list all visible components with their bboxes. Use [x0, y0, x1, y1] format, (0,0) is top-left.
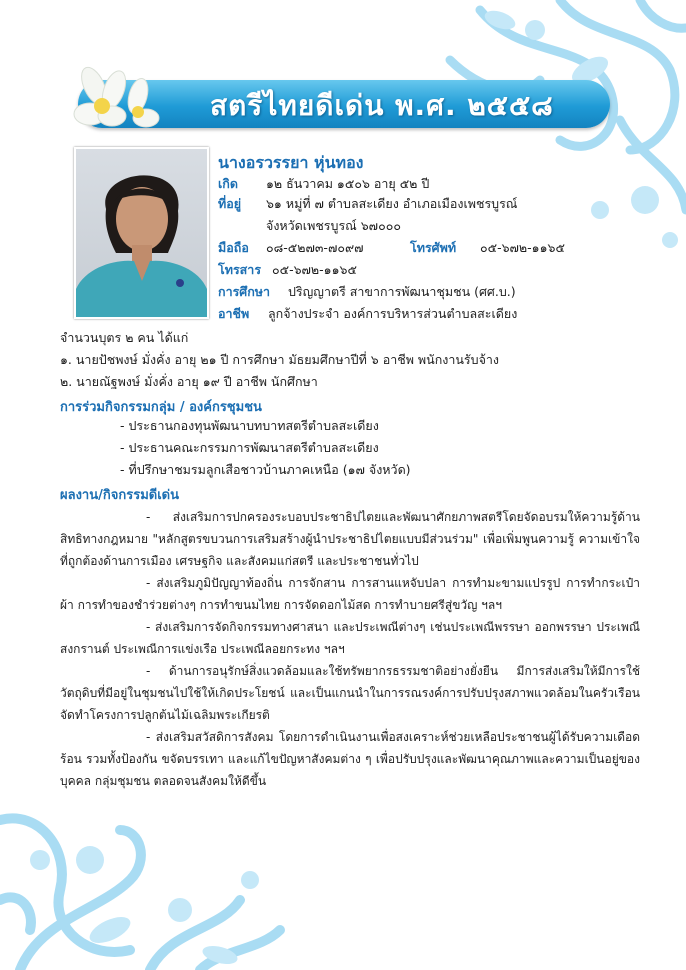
- address-line-2: จังหวัดเพชรบูรณ์ ๖๗๐๐๐: [266, 218, 401, 233]
- group-item: - ประธานกองทุนพัฒนาบทบาทสตรีตำบลสะเดียง: [120, 418, 379, 433]
- mobile-label: มือถือ: [218, 240, 249, 255]
- phone-label: โทรศัพท์: [410, 240, 457, 255]
- occupation-value: ลูกจ้างประจำ องค์การบริหารส่วนตำบลสะเดียง: [268, 306, 518, 321]
- page-title: สตรีไทยดีเด่น พ.ศ. ๒๕๕๘: [210, 89, 554, 122]
- birth-value: ๑๒ ธันวาคม ๑๕๐๖ อายุ ๕๒ ปี: [266, 176, 430, 191]
- group-item: - ที่ปรึกษาชมรมลูกเสือชาวบ้านภาคเหนือ (๑๗ จังหวัด): [120, 462, 411, 477]
- fax-value: ๐๕-๖๗๒-๑๑๖๕: [272, 262, 357, 277]
- person-name: นางอรวรรยา หุ่นทอง: [218, 153, 364, 172]
- birth-label: เกิด: [218, 176, 238, 191]
- portrait-illustration: [76, 149, 207, 317]
- group-item: - ประธานคณะกรรมการพัฒนาสตรีตำบลสะเดียง: [120, 440, 379, 455]
- education-label: การศึกษา: [218, 284, 271, 299]
- address-label: ที่อยู่: [218, 196, 242, 211]
- works-heading: ผลงาน/กิจกรรมดีเด่น: [60, 488, 179, 503]
- occupation-label: อาชีพ: [218, 306, 250, 321]
- mobile-value: ๐๘-๕๒๗๓-๗๐๙๗: [266, 240, 364, 255]
- children-intro: จำนวนบุตร ๒ คน ได้แก่: [60, 330, 189, 345]
- education-value: ปริญญาตรี สาขาการพัฒนาชุมชน (ศศ.บ.): [288, 284, 516, 299]
- orchid-flower-icon: [66, 66, 162, 146]
- work-item: - ส่งเสริมการจัดกิจกรรมทางศาสนา และประเพณีต่างๆ เช่นประเพณีพรรษา ออกพรรษา ประเพณีสงกรานต์ ประเพณีการแข่งเรือ ประเพณีลอยกระทง ฯลฯ: [60, 620, 640, 656]
- address-line-1: ๖๑ หมู่ที่ ๗ ตำบลสะเดียง อำเภอเมืองเพชรบูรณ์: [266, 196, 518, 211]
- fax-label: โทรสาร: [218, 262, 262, 277]
- work-item: - ส่งเสริมสวัสดิการสังคม โดยการดำเนินงานเพื่อสงเคราะห์ช่วยเหลือประชาชนผู้ได้รับความเดือดร้อน รวมทั้งป้องกัน ขจัดบรรเทา และแก้ไขปัญหาสังคมต่าง ๆ เพื่อปรับปรุงและพัฒนาคุณภาพและความเป็นอยู่ของบุคคล กลุ่มชุมชน ตลอดจนสังคมให้ดีขึ้น: [60, 730, 640, 788]
- phone-value: ๐๕-๖๗๒-๑๑๖๕: [480, 240, 565, 255]
- child-item: ๑. นายปัชพงษ์ มั่งคั่ง อายุ ๒๑ ปี การศึกษา มัธยมศึกษาปีที่ ๖ อาชีพ พนักงานรับจ้าง: [60, 352, 500, 367]
- work-item: - ส่งเสริมการปกครองระบอบประชาธิปไตยและพัฒนาศักยภาพสตรีโดยจัดอบรมให้ความรู้ด้านสิทธิทางกฎหมาย "หลักสูตรขบวนการเสริมสร้างผู้นำประชาธิปไตยแบบมีส่วนร่วม" เพื่อเพิ่มพูนความรู้ ความเข้าใจที่ถูกต้องด้านการเมือง เศรษฐกิจ และสังคมแก่สตรี และประชาชนทั่วไป: [60, 510, 640, 568]
- work-item: - ส่งเสริมภูมิปัญญาท้องถิ่น การจักสาน การสานแหจับปลา การทำมะขามแปรรูป การทำกระเป๋าผ้า การทำของชำร่วยต่างๆ การทำขนมไทย การจัดดอกไม้สด การทำบายศรีสู่ขวัญ ฯลฯ: [60, 576, 640, 612]
- child-item: ๒. นายณัฐพงษ์ มั่งคั่ง อายุ ๑๙ ปี อาชีพ นักศึกษา: [60, 374, 318, 389]
- work-item: - ด้านการอนุรักษ์สิ่งแวดล้อมและใช้ทรัพยากรธรรมชาติอย่างยั่งยืน มีการส่งเสริมให้มีการใช้วัตถุดิบที่มีอยู่ในชุมชนไปใช้ให้เกิดประโยชน์ และเป็นแกนนำในการรณรงค์การปรับปรุงสภาพแวดล้อมในครัวเรือน จัดทำโครงการปลูกต้นไม้เฉลิมพระเกียรติ: [60, 664, 640, 722]
- portrait-photo: [74, 147, 209, 319]
- groups-heading: การร่วมกิจกรรมกลุ่ม / องค์กรชุมชน: [60, 400, 262, 415]
